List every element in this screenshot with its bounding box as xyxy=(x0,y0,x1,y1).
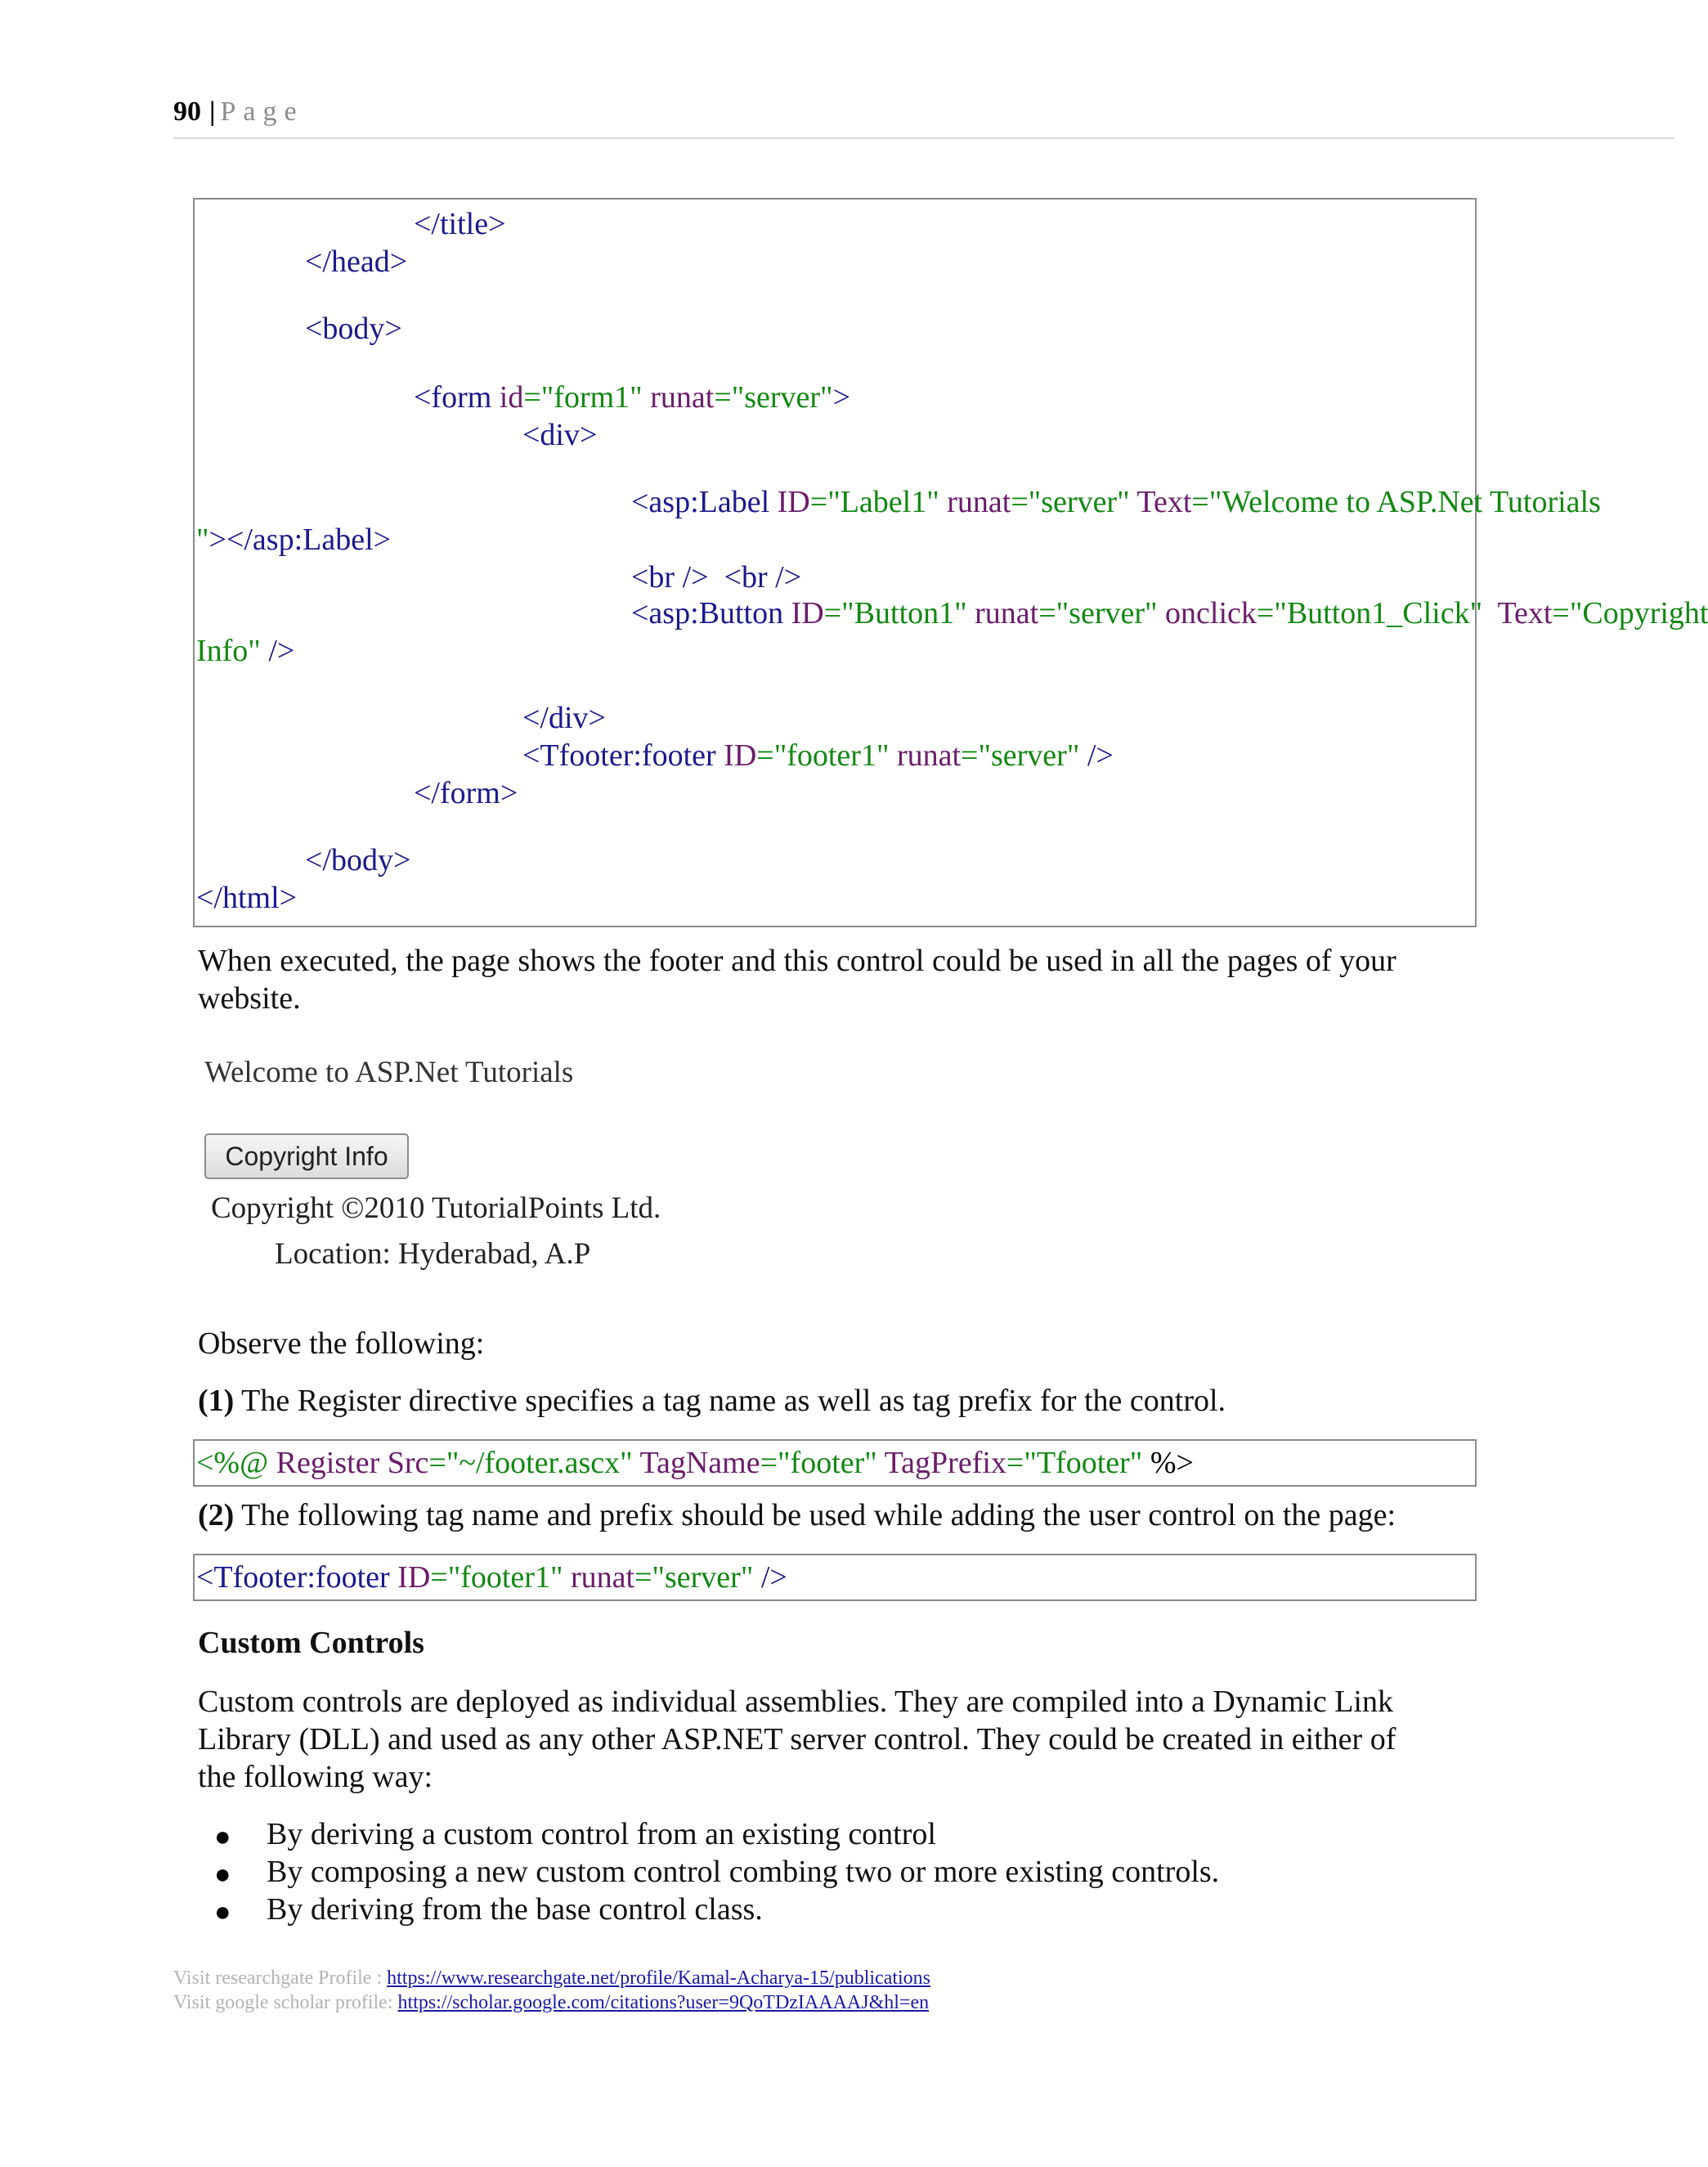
code-block-register xyxy=(193,1439,1477,1487)
code-token: ID xyxy=(777,485,810,519)
code-token: TagName xyxy=(639,1446,760,1480)
bullet-dot-icon: ● xyxy=(214,1822,231,1852)
code-token: ="server" xyxy=(961,738,1087,773)
code-token: ="footer" xyxy=(760,1446,885,1480)
header-separator: | xyxy=(209,96,216,127)
code-token: " xyxy=(196,523,209,557)
code-token: <form xyxy=(414,380,500,415)
bullet-item: By composing a new custom control combing two or more existing controls. xyxy=(267,1855,1220,1889)
code-line xyxy=(196,417,597,453)
code-line xyxy=(196,633,294,669)
code-token: ="server" xyxy=(1038,596,1166,630)
code-token: ="server" xyxy=(714,380,833,415)
code-token: </html> xyxy=(196,881,298,915)
output-label: Welcome to ASP.Net Tutorials xyxy=(204,1056,574,1089)
code-token: <Tfooter:footer xyxy=(522,738,724,773)
code-token: <div> xyxy=(522,418,598,452)
code-token: ="~/footer.ascx" xyxy=(428,1446,640,1480)
code-token: Register xyxy=(268,1446,388,1480)
scholar-link[interactable]: https://scholar.google.com/citations?user=9QoTDzIAAAAJ&hl=en xyxy=(397,1992,930,2013)
code-token: </form> xyxy=(414,776,518,810)
code-token: /> xyxy=(760,1560,787,1595)
code-token: ="Copyright xyxy=(1552,596,1708,630)
code-token: <br /> <br /> xyxy=(631,560,802,594)
code-token: <Tfooter:footer xyxy=(196,1560,398,1595)
code-token: ID xyxy=(791,596,824,630)
code-token: runat xyxy=(947,485,1011,519)
code-line xyxy=(196,311,402,347)
code-token: Text xyxy=(1136,485,1192,519)
output-location: Location: Hyderabad, A.P xyxy=(275,1237,591,1271)
point-2-number: (2) xyxy=(198,1498,235,1532)
code-line-register xyxy=(196,1445,1194,1481)
code-token: </div> xyxy=(522,701,606,735)
page-number: 90 xyxy=(173,96,201,127)
footer-rg-label: Visit researchgate Profile : xyxy=(173,1967,388,1989)
code-line xyxy=(196,700,606,736)
bullet-dot-icon: ● xyxy=(214,1897,231,1927)
code-token: ="server" xyxy=(634,1560,761,1595)
code-token: Src xyxy=(387,1446,429,1480)
code-token: ="footer1" xyxy=(430,1560,571,1595)
point-1-number: (1) xyxy=(198,1384,235,1418)
paragraph-executed-line1: When executed, the page shows the footer and this control could be used in all the pages of your xyxy=(198,944,1396,978)
code-token: ="footer1" xyxy=(756,738,897,773)
point-1-text: The Register directive specifies a tag name as well as tag prefix for the control. xyxy=(234,1384,1226,1418)
code-token: <%@ xyxy=(196,1446,269,1480)
page-header xyxy=(173,96,1674,139)
code-token: %> xyxy=(1150,1446,1194,1480)
code-token: Text xyxy=(1497,596,1553,630)
code-block-html xyxy=(193,198,1708,927)
code-token: ="Welcome to ASP.Net Tutorials xyxy=(1191,485,1601,519)
paragraph-custom-line3: the following way: xyxy=(198,1760,433,1794)
code-line xyxy=(196,775,518,811)
code-token: ="Label1" xyxy=(809,485,948,519)
code-token: </body> xyxy=(305,843,411,877)
code-token: ID xyxy=(397,1560,431,1595)
researchgate-link[interactable]: https://www.researchgate.net/profile/Kamal-Acharya-15/publications xyxy=(387,1967,931,1989)
code-token: ="server" xyxy=(1011,485,1137,519)
point-2-text: The following tag name and prefix should be used while adding the user control on the page: xyxy=(234,1498,1396,1532)
code-block-tag xyxy=(193,1554,1477,1601)
code-token: ="Button1" xyxy=(823,596,975,630)
footer-gs-label: Visit google scholar profile: xyxy=(173,1992,398,2013)
paragraph-custom-line2: Library (DLL) and used as any other ASP.NET server control. They could be created in either of xyxy=(198,1722,1396,1756)
code-line-tag xyxy=(196,1559,787,1595)
code-token: TagPrefix xyxy=(884,1446,1006,1480)
code-line xyxy=(196,595,1708,631)
code-token: </title> xyxy=(414,207,506,241)
footer-researchgate xyxy=(173,1967,930,1990)
code-token: id xyxy=(499,380,524,415)
code-line xyxy=(196,206,506,242)
bullet-item: By deriving from the base control class. xyxy=(267,1892,763,1927)
copyright-info-button-label: Copyright Info xyxy=(225,1141,388,1171)
code-line xyxy=(196,880,297,916)
paragraph-executed-line2: website. xyxy=(198,981,301,1016)
point-1 xyxy=(198,1382,1226,1420)
code-token: runat xyxy=(650,380,715,415)
code-token: runat xyxy=(570,1560,635,1595)
section-heading: Custom Controls xyxy=(198,1626,424,1660)
code-token: <body> xyxy=(305,312,402,346)
point-2 xyxy=(198,1496,1396,1534)
code-token: <asp:Label xyxy=(631,485,778,519)
code-line xyxy=(196,522,391,558)
page-word: Page xyxy=(220,96,304,127)
output-copyright: Copyright ©2010 TutorialPoints Ltd. xyxy=(211,1191,661,1225)
code-token: ></asp:Label> xyxy=(208,523,392,557)
code-token: <asp:Button xyxy=(631,596,791,630)
code-token: Info" xyxy=(196,634,269,668)
code-token: ="form1" xyxy=(523,380,651,415)
bullet-dot-icon: ● xyxy=(214,1860,231,1890)
code-line xyxy=(196,559,801,595)
paragraph-custom-line1: Custom controls are deployed as individual assemblies. They are compiled into a Dynamic Link xyxy=(198,1685,1393,1719)
code-line xyxy=(196,244,407,280)
code-token: runat xyxy=(896,738,962,773)
code-token: runat xyxy=(975,596,1039,630)
code-line xyxy=(196,379,850,415)
code-token: /> xyxy=(268,634,295,668)
code-token: ="Tfooter" xyxy=(1006,1446,1150,1480)
code-line xyxy=(196,738,1114,774)
code-token: ID xyxy=(724,738,757,773)
code-line xyxy=(196,842,410,878)
code-token: </head> xyxy=(305,245,408,279)
observe-text: Observe the following: xyxy=(198,1326,485,1361)
code-token: /> xyxy=(1087,738,1114,773)
code-token: > xyxy=(832,380,850,415)
code-line xyxy=(196,484,1601,520)
bullet-item: By deriving a custom control from an existing control xyxy=(267,1817,936,1851)
footer-scholar xyxy=(173,1992,929,2014)
code-token: onclick xyxy=(1165,596,1257,630)
code-token: ="Button1_Click" xyxy=(1256,596,1498,630)
copyright-info-button[interactable] xyxy=(204,1133,409,1179)
